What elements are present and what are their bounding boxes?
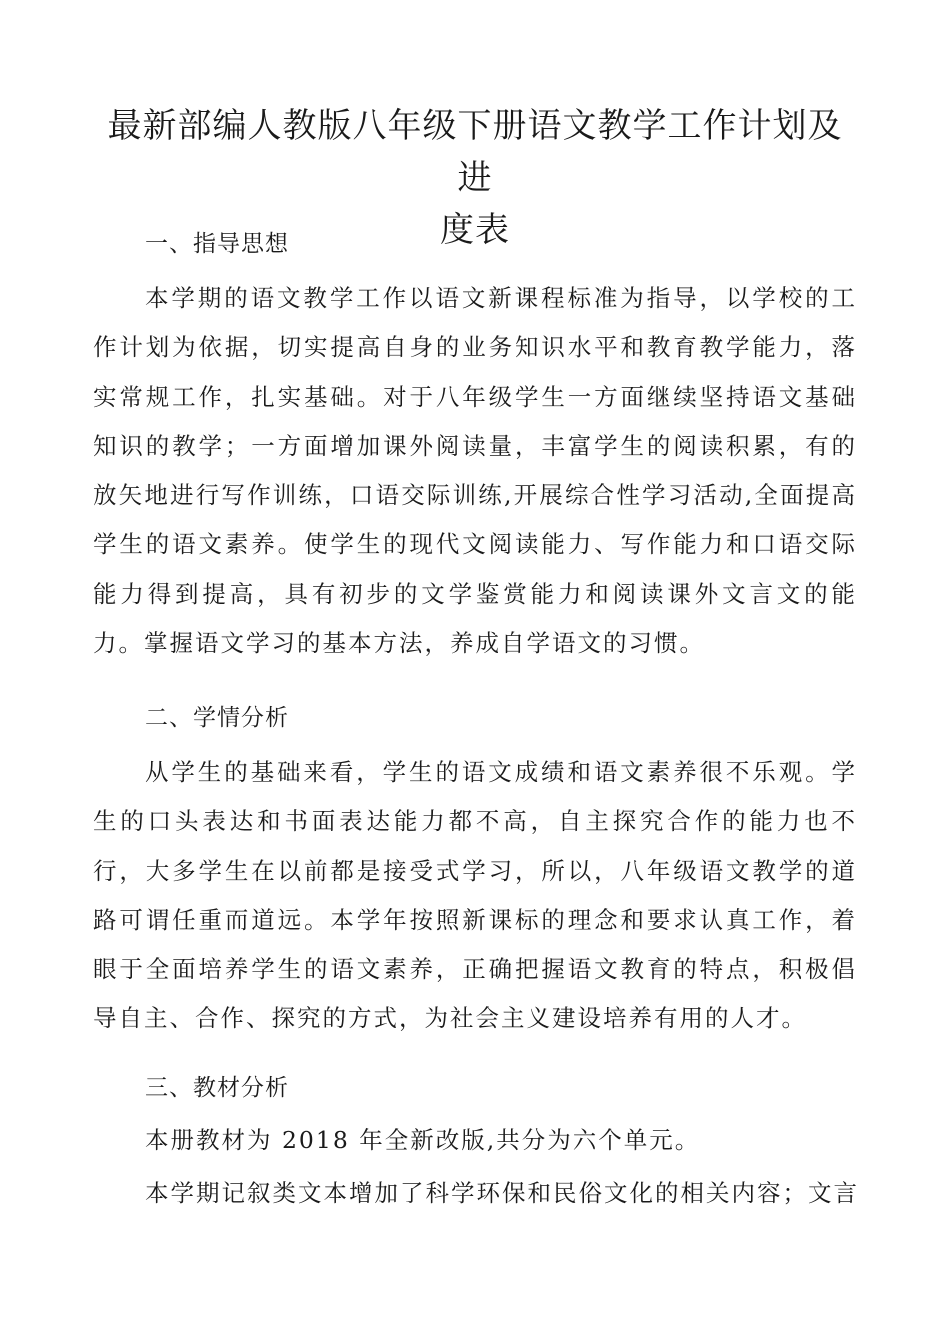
section-paragraph-guiding-ideology: 本学期的语文教学工作以语文新课程标准为指导，以学校的工作计划为依据，切实提高自身的业务知识水平和教育教学能力，落实常规工作，扎实基础。对于八年级学生一方面继续坚持语文基础知识的教学；一方面增加课外阅读量，丰富学生的阅读积累，有的放矢地进行写作训练，口语交际训练,开展综合性学习活动,全面提高学生的语文素养。使学生的现代文阅读能力、写作能力和口语交际能力得到提高，具有初步的文学鉴赏能力和阅读课外文言文的能力。掌握语文学习的基本方法，养成自学语文的习惯。 bbox=[93, 284, 857, 658]
section-heading-guiding-ideology: 一、指导思想 bbox=[145, 231, 289, 257]
textbook-analysis-line-2: 本学期记叙类文本增加了科学环保和民俗文化的相关内容；文言 bbox=[145, 1179, 859, 1207]
section-paragraph-student-analysis: 从学生的基础来看，学生的语文成绩和语文素养很不乐观。学生的口头表达和书面表达能力都不高，自主探究合作的能力也不行，大多学生在以前都是接受式学习，所以，八年级语文教学的道路可谓任重而道远。本学年按照新课标的理念和要求认真工作，着眼于全面培养学生的语文素养，正确把握语文教育的特点，积极倡导自主、合作、探究的方式，为社会主义建设培养有用的人才。 bbox=[93, 758, 857, 1033]
section-heading-textbook-analysis: 三、教材分析 bbox=[145, 1075, 289, 1101]
section-heading-student-analysis: 二、学情分析 bbox=[145, 705, 289, 731]
title-line-2: 度表 bbox=[440, 210, 510, 250]
title-line-1: 最新部编人教版八年级下册语文教学工作计划及进 bbox=[107, 106, 843, 198]
textbook-analysis-line-1: 本册教材为 2018 年全新改版,共分为六个单元。 bbox=[145, 1126, 701, 1154]
